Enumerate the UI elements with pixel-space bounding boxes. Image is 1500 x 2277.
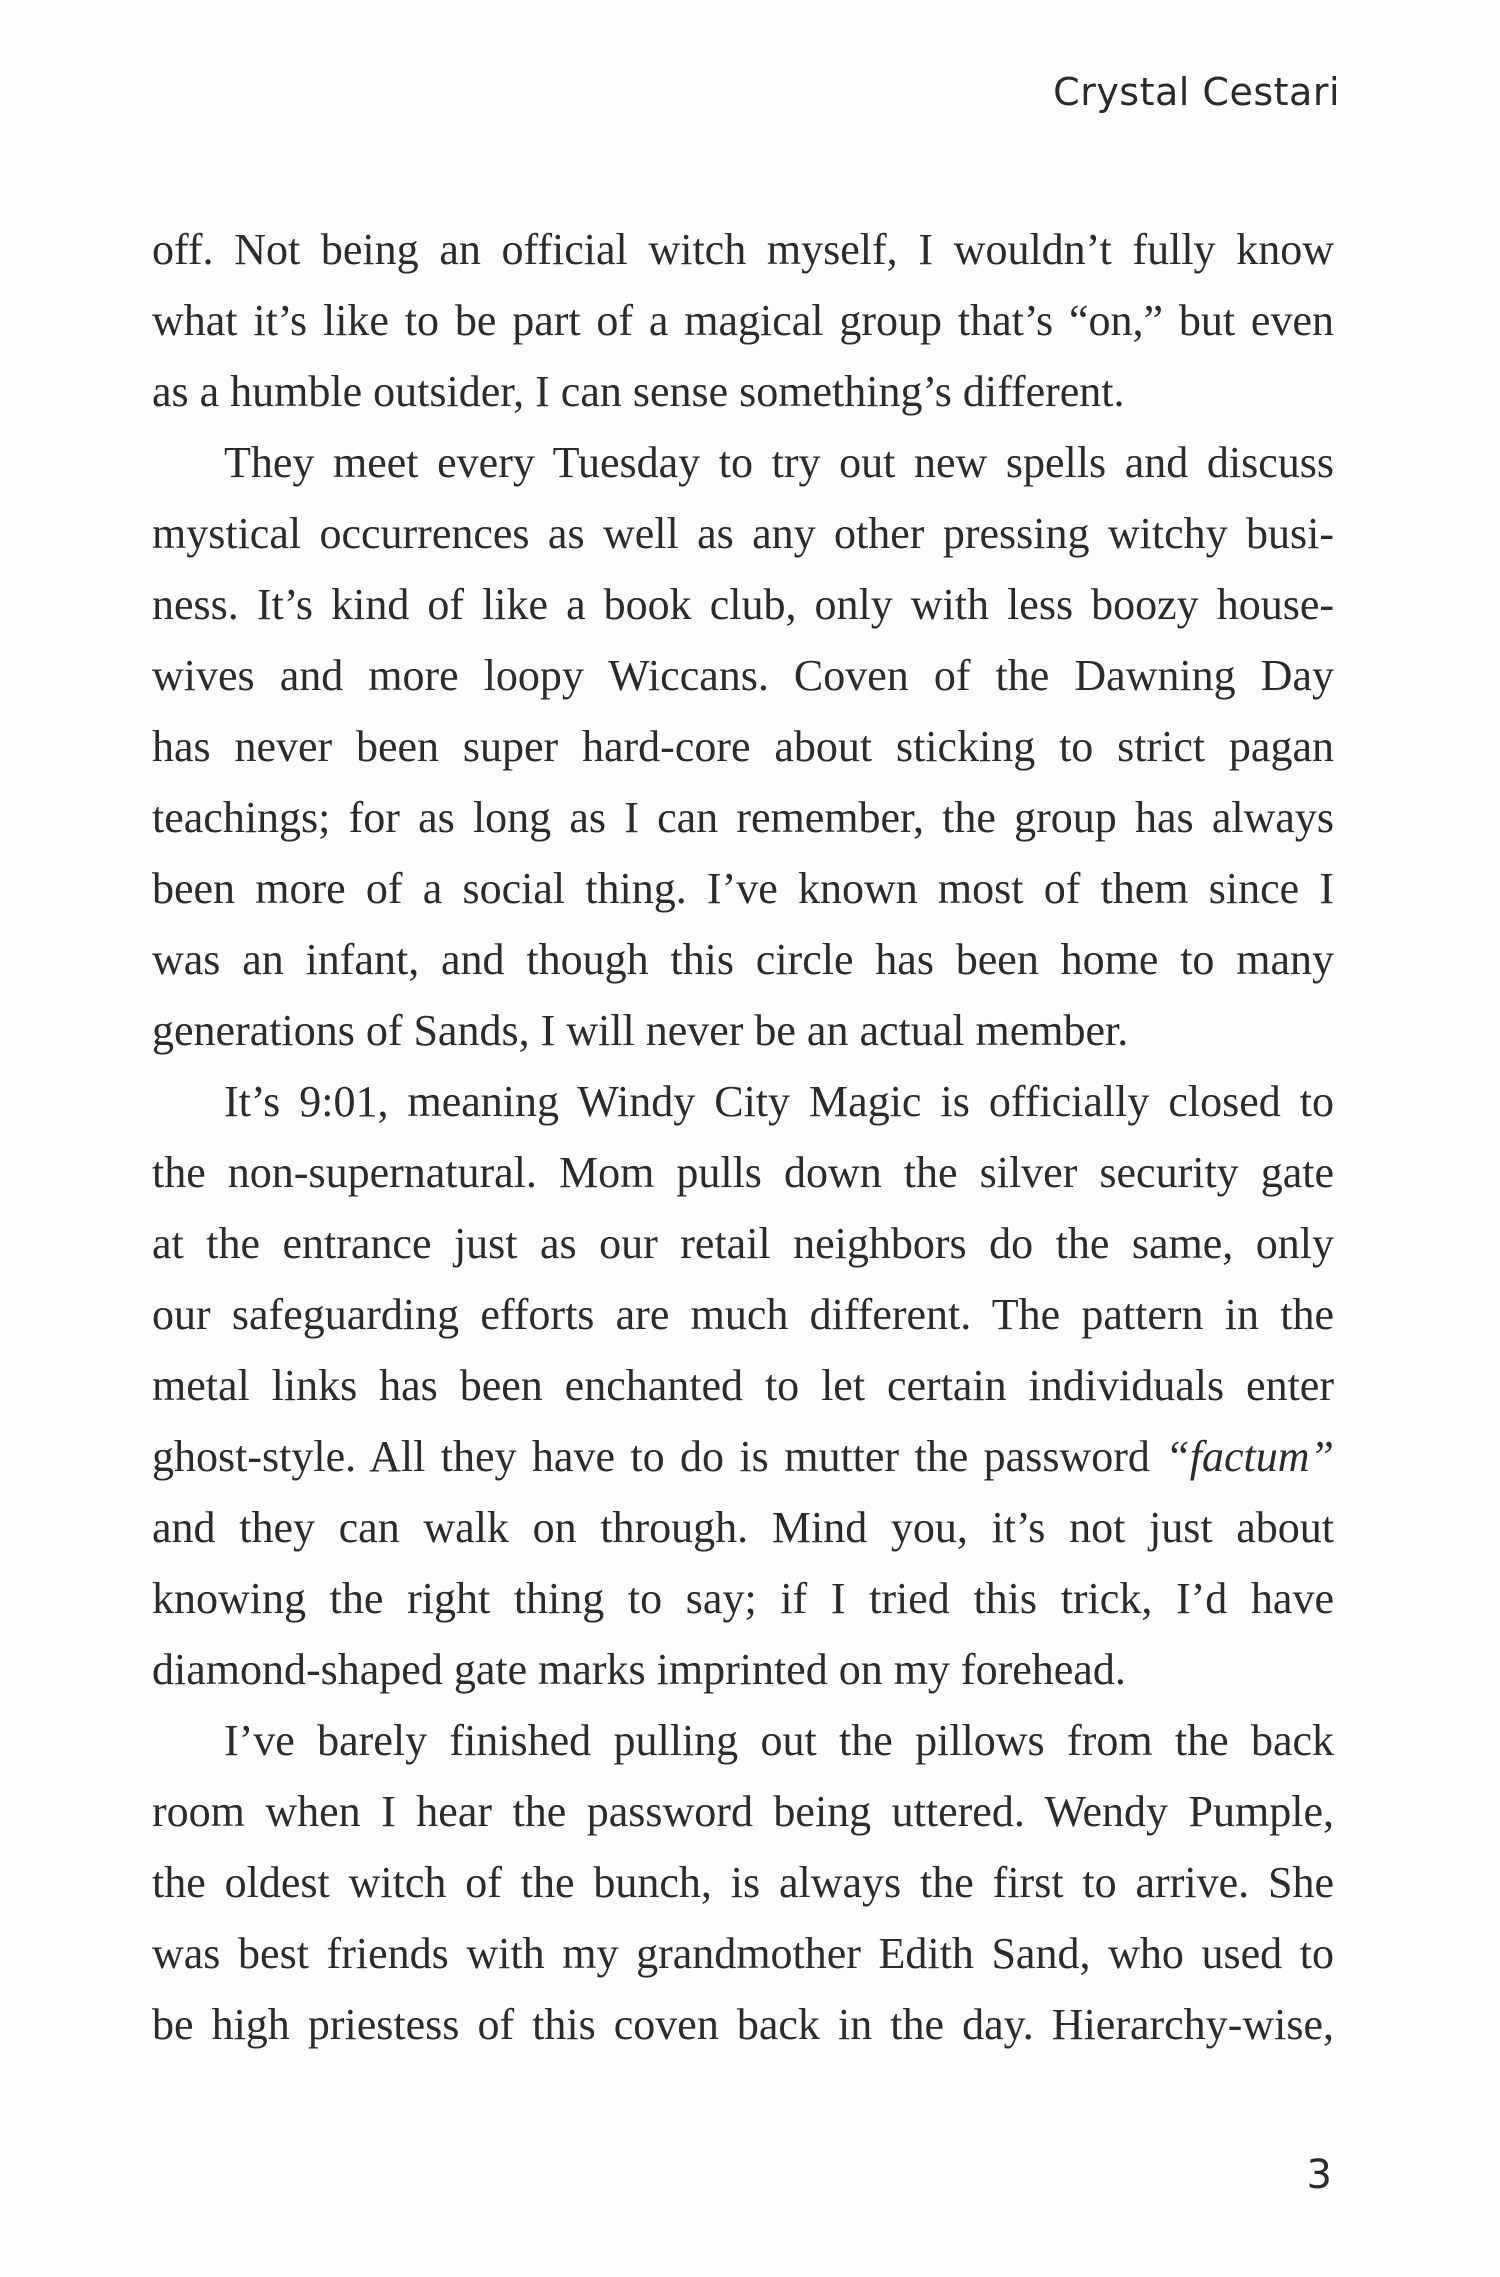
text-line: been more of a social thing. I’ve known most of them since I bbox=[152, 864, 1334, 913]
text-line: knowing the right thing to say; if I tried this trick, I’d have bbox=[152, 1574, 1334, 1623]
text-line: diamond-shaped gate marks imprinted on my forehead. bbox=[152, 1645, 1126, 1694]
text-line: teachings; for as long as I can remember, the group has always bbox=[152, 793, 1334, 842]
italic-password: “factum” bbox=[1165, 1432, 1334, 1481]
text-line: ness. It’s kind of like a book club, only with less boozy house- bbox=[152, 580, 1334, 629]
text-line: ghost-style. All they have to do is mutter the password “factum” bbox=[152, 1432, 1334, 1481]
text-line: metal links has been enchanted to let certain individuals enter bbox=[152, 1361, 1334, 1410]
text-line: was best friends with my grandmother Edith Sand, who used to bbox=[152, 1929, 1334, 1978]
text-line: the oldest witch of the bunch, is always the first to arrive. She bbox=[152, 1858, 1334, 1907]
text-line: They meet every Tuesday to try out new spells and discuss bbox=[224, 438, 1334, 487]
text-line: generations of Sands, I will never be an actual member. bbox=[152, 1006, 1129, 1055]
text-line: was an infant, and though this circle has been home to many bbox=[152, 935, 1334, 984]
page-number: 3 bbox=[1306, 2152, 1332, 2198]
paragraph bbox=[152, 1066, 1334, 1705]
text-line: has never been super hard-core about sticking to strict pagan bbox=[152, 722, 1334, 771]
paragraph bbox=[152, 214, 1334, 427]
text-line: as a humble outsider, I can sense something’s different. bbox=[152, 367, 1125, 416]
text-line: our safeguarding efforts are much different. The pattern in the bbox=[152, 1290, 1334, 1339]
text-line: I’ve barely finished pulling out the pillows from the back bbox=[224, 1716, 1334, 1765]
text-line: wives and more loopy Wiccans. Coven of the Dawning Day bbox=[152, 651, 1334, 700]
text-line: be high priestess of this coven back in the day. Hierarchy-wise, bbox=[152, 2000, 1334, 2049]
text-line: room when I hear the password being uttered. Wendy Pumple, bbox=[152, 1787, 1334, 1836]
paragraph bbox=[152, 1705, 1334, 2060]
body-text bbox=[152, 214, 1334, 2060]
text-line: the non-supernatural. Mom pulls down the silver security gate bbox=[152, 1148, 1334, 1197]
text-line: what it’s like to be part of a magical group that’s “on,” but even bbox=[152, 296, 1334, 345]
paragraph bbox=[152, 427, 1334, 1066]
text-line: mystical occurrences as well as any other pressing witchy busi- bbox=[152, 509, 1334, 558]
running-header-author: Crystal Cestari bbox=[1053, 70, 1340, 114]
text-line: at the entrance just as our retail neighbors do the same, only bbox=[152, 1219, 1334, 1268]
text-line: and they can walk on through. Mind you, it’s not just about bbox=[152, 1503, 1334, 1552]
text-line: It’s 9:01, meaning Windy City Magic is officially closed to bbox=[224, 1077, 1334, 1126]
text-line: off. Not being an official witch myself, I wouldn’t fully know bbox=[152, 225, 1334, 274]
